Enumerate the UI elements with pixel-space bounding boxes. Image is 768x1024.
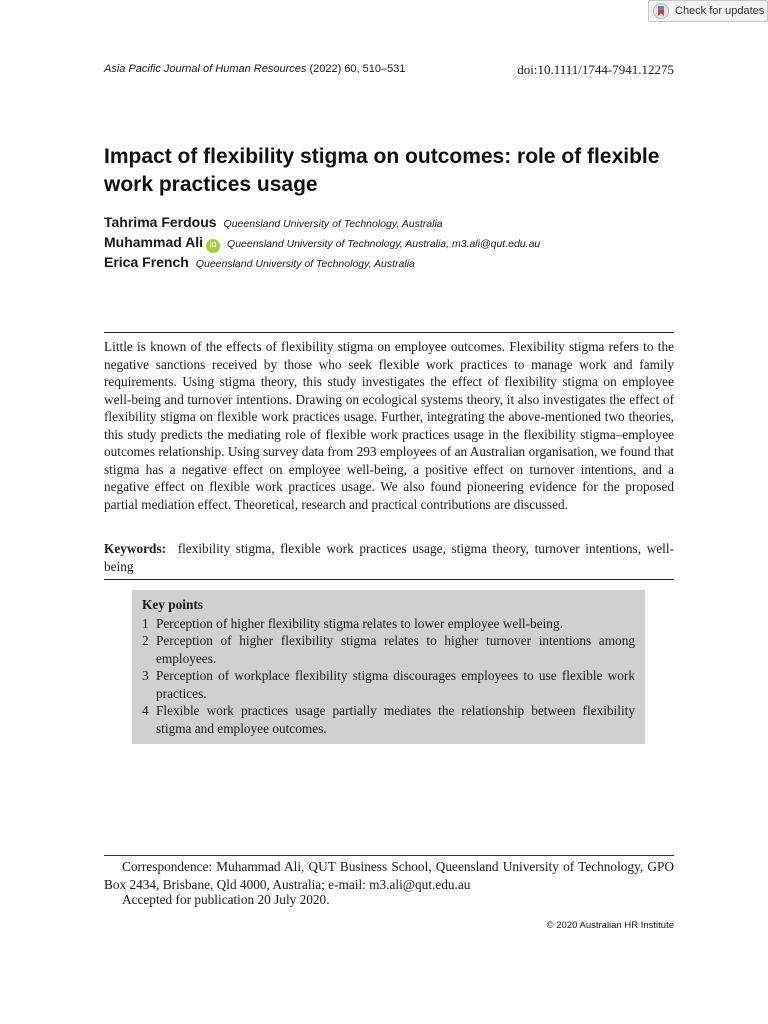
copyright-notice: © 2020 Australian HR Institute <box>546 920 674 931</box>
key-point-number: 1 <box>142 615 149 631</box>
abstract-top-divider <box>104 332 674 333</box>
key-point-item <box>142 615 635 633</box>
orcid-icon[interactable]: iD <box>206 239 220 253</box>
key-point-text: Perception of higher flexibility stigma relates to lower employee well-being. <box>156 615 563 631</box>
key-point-text: Perception of higher flexibility stigma relates to higher turnover intentions among employees. <box>156 633 635 666</box>
author-affiliation: Queensland University of Technology, Australia <box>195 258 415 270</box>
key-points-title: Key points <box>142 597 203 612</box>
author-affiliation: Queensland University of Technology, Australia, m3.ali@qut.edu.au <box>227 238 541 250</box>
key-point-number: 2 <box>142 633 149 648</box>
journal-name: Asia Pacific Journal of Human Resources <box>104 63 307 75</box>
keywords <box>104 540 674 575</box>
running-header <box>104 63 674 79</box>
key-point-item <box>142 632 635 667</box>
abstract-bottom-divider <box>104 579 674 580</box>
crossmark-icon <box>653 3 669 19</box>
journal-citation <box>104 63 405 75</box>
author-entry <box>104 234 684 254</box>
doi-link[interactable]: doi:10.1111/1744-7941.12275 <box>517 62 674 77</box>
key-point-text: Flexible work practices usage partially mediates the relationship between flexibility stigma and employee outcomes. <box>156 703 635 736</box>
abstract: Little is known of the effects of flexibility stigma on employee outcomes. Flexibility stigma refers to the negative sanctions received by those who seek flexible work practices to manage work and family requirements. Using stigma theory, this study investigates the effect of flexibility stigma on employee well-being and turnover intentions. Drawing on ecological systems theory, it also investigates the effect of flexibility stigma on flexible work practices usage. Further, integrating the above-mentioned two theories, this study predicts the mediating role of flexible work practices usage in the flexibility stigma–employee outcomes relationship. Using survey data from 293 employees of an Australian organisation, we found that stigma has a negative effect on employee well-being, a positive effect on turnover intentions, and a negative effect on flexible work practices usage. We also found pioneering evidence for the proposed partial mediation effect. Theoretical, research and practical contributions are discussed. <box>104 339 674 512</box>
article-title: Impact of flexibility stigma on outcomes: role of flexible work practices usage <box>104 145 660 196</box>
keywords-text: flexibility stigma, flexible work practices usage, stigma theory, turnover intentions, well-being <box>104 541 675 574</box>
author-entry <box>104 214 684 234</box>
keywords-label: Keywords: <box>104 541 167 556</box>
author-entry <box>104 254 684 274</box>
author-name: Muhammad Ali <box>104 234 204 250</box>
footnote-divider <box>104 855 674 856</box>
key-point-number: 3 <box>142 668 149 683</box>
author-affiliation: Queensland University of Technology, Australia <box>223 218 443 230</box>
author-name: Tahrima Ferdous <box>104 214 217 230</box>
check-for-updates-button[interactable] <box>648 0 768 22</box>
accepted-date: Accepted for publication 20 July 2020. <box>122 892 330 907</box>
key-point-item <box>142 667 635 702</box>
author-list <box>104 214 684 274</box>
author-name: Erica French <box>104 254 189 270</box>
key-points-box <box>132 590 645 744</box>
key-points-list <box>142 615 635 738</box>
journal-issue: (2022) 60, 510–531 <box>309 63 406 75</box>
key-point-number: 4 <box>142 703 149 718</box>
key-point-text: Perception of workplace flexibility stigma discourages employees to use flexible work practices. <box>156 668 635 701</box>
check-for-updates-label: Check for updates <box>675 5 765 17</box>
key-point-item <box>142 702 635 737</box>
correspondence-note: Correspondence: Muhammad Ali, QUT Business School, Queensland University of Technology, GPO Box 2434, Brisbane, Qld 4000, Australia; e-mail: m3.ali@qut.edu.au <box>104 859 674 892</box>
